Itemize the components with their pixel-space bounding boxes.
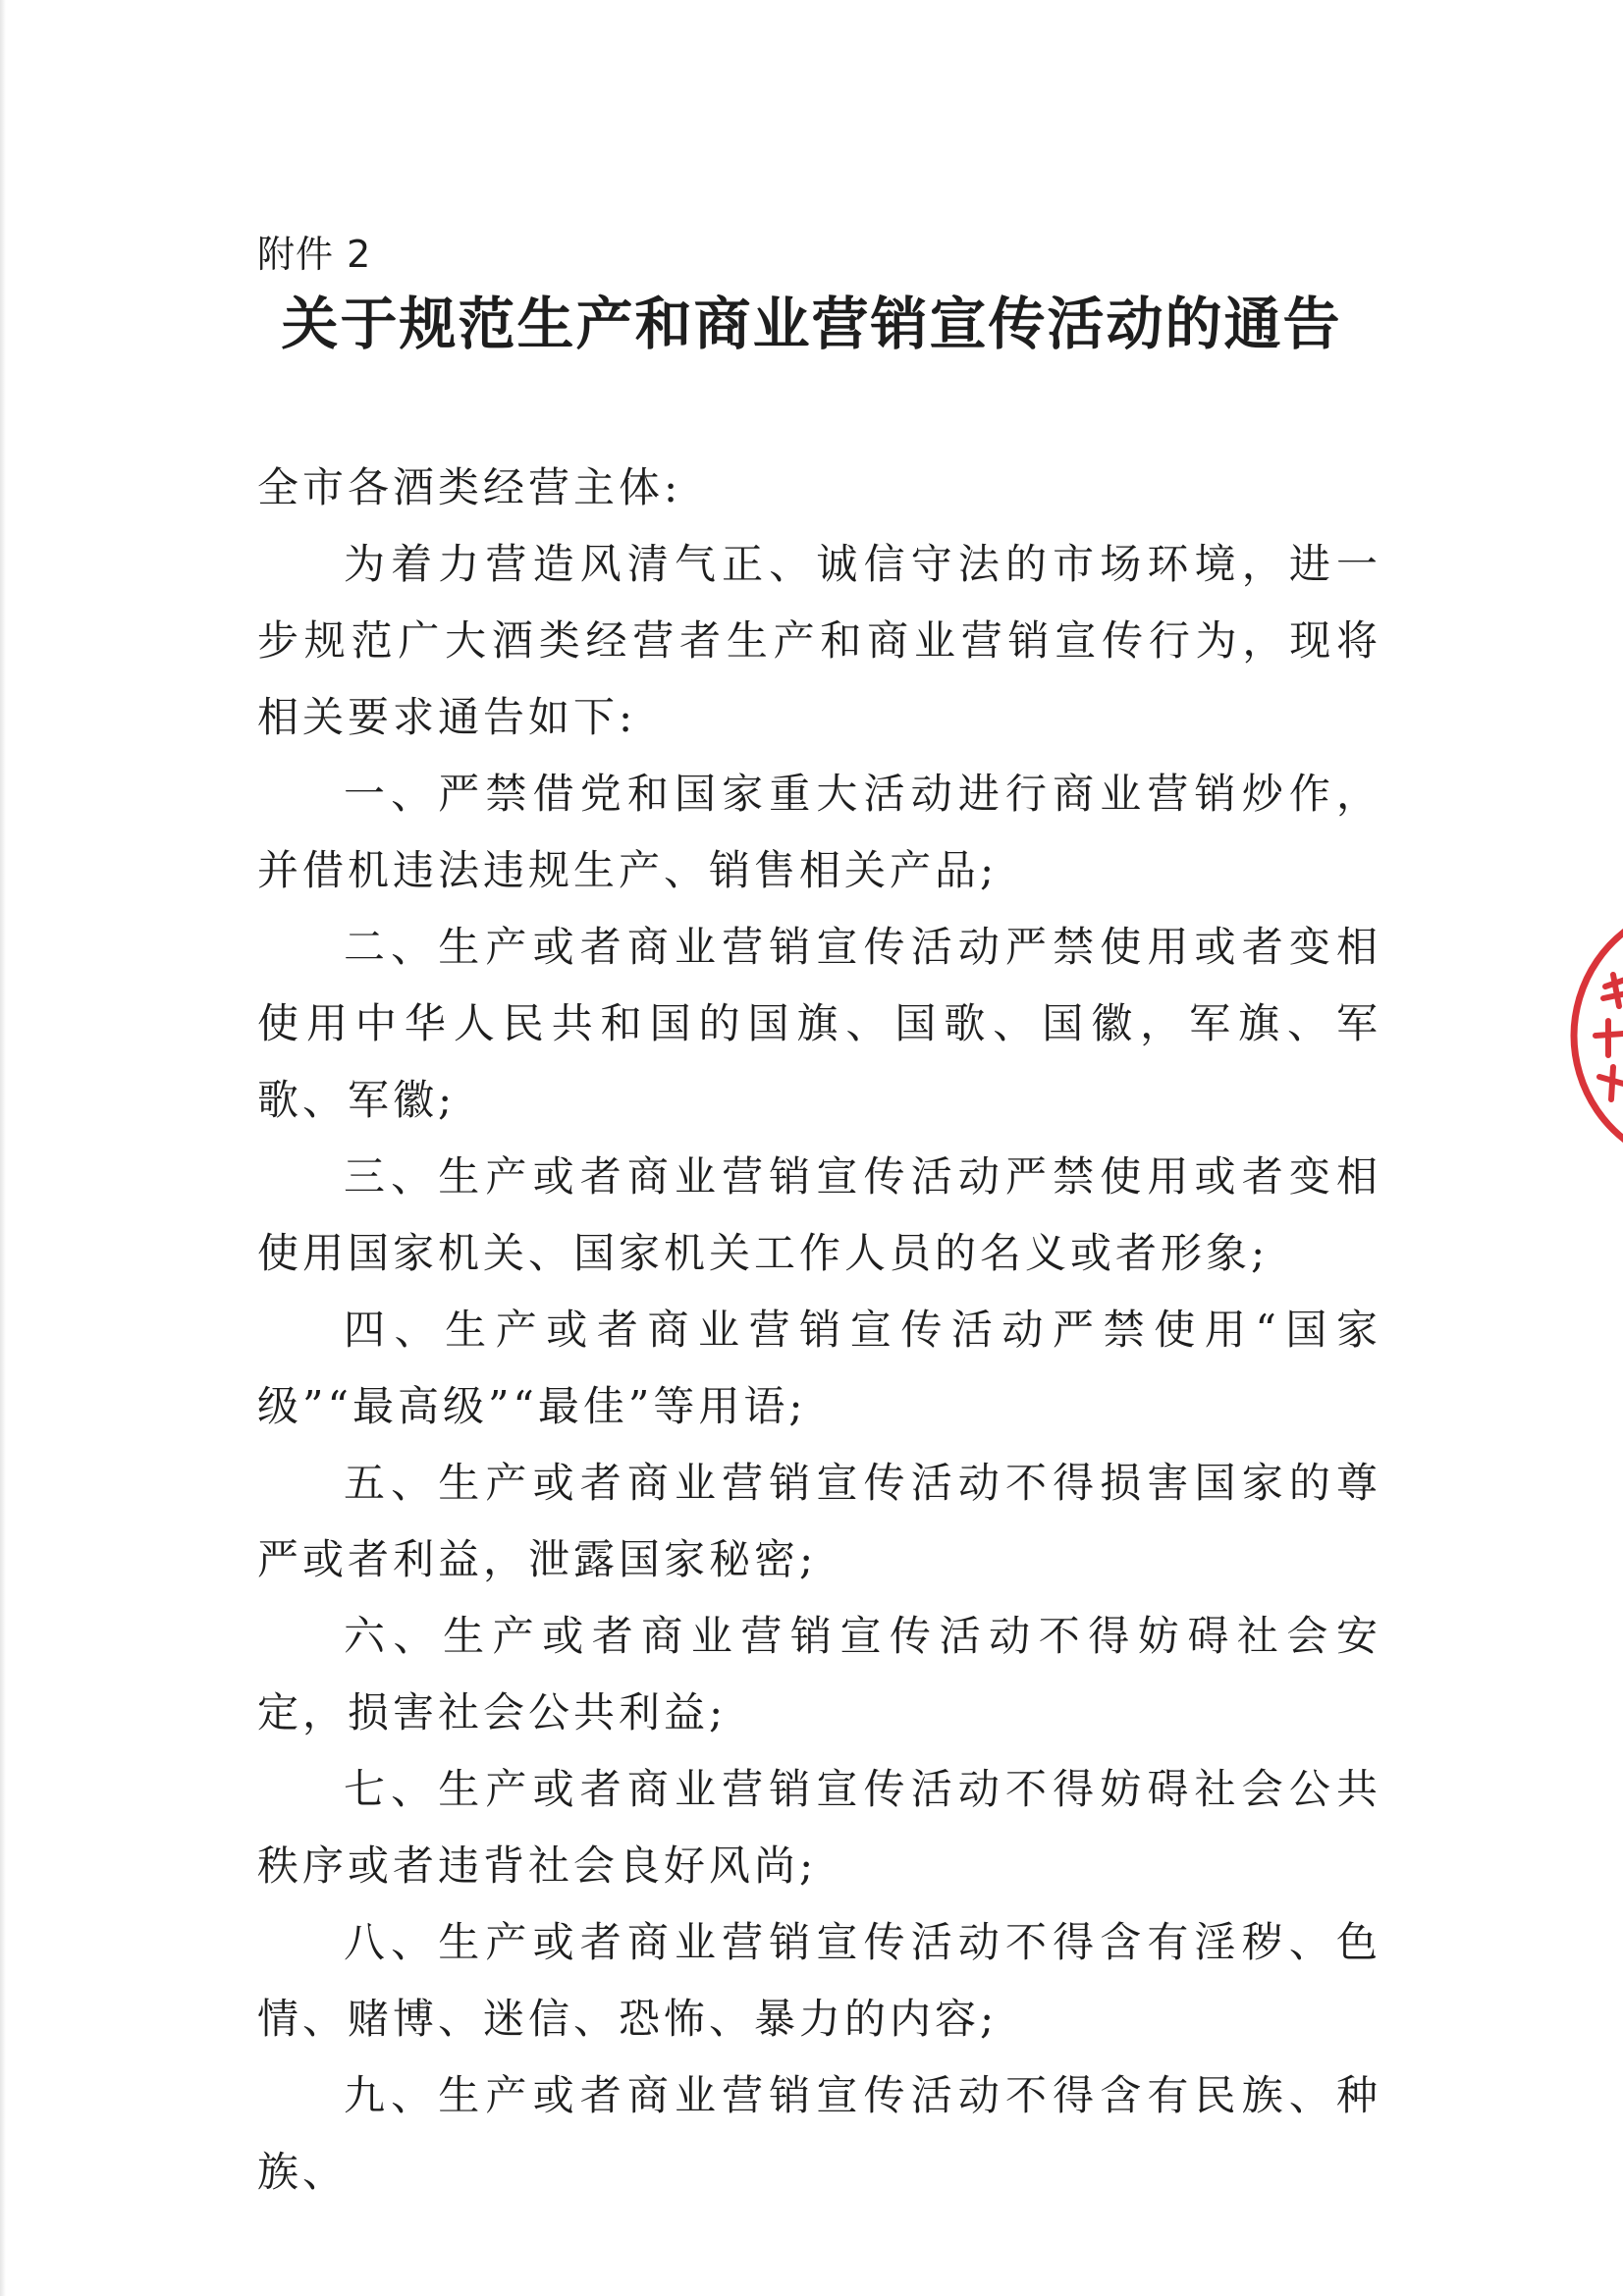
paragraph-item-3: 三、生产或者商业营销宣传活动严禁使用或者变相使用国家机关、国家机关工作人员的名义或者形象; <box>257 1152 1381 1277</box>
paragraph-item-7: 七、生产或者商业营销宣传活动不得妨碍社会公共秩序或者违背社会良好风尚; <box>257 1765 1381 1890</box>
paragraph-item-9: 九、生产或者商业营销宣传活动不得含有民族、种族、 <box>257 2071 1381 2196</box>
paragraph-item-6: 六、生产或者商业营销宣传活动不得妨碍社会安定，损害社会公共利益; <box>257 1612 1381 1736</box>
document-body <box>257 450 1381 2211</box>
document-title: 关于规范生产和商业营销宣传活动的通告 <box>281 291 1342 357</box>
official-seal-icon <box>1535 888 1623 1183</box>
paragraph-intro: 为着力营造风清气正、诚信守法的市场环境，进一步规范广大酒类经营者生产和商业营销宣传行为，现将相关要求通告如下: <box>257 540 1381 741</box>
attachment-label: 附件 2 <box>257 233 372 276</box>
paragraph-item-5: 五、生产或者商业营销宣传活动不得损害国家的尊严或者利益，泄露国家秘密; <box>257 1459 1381 1583</box>
paragraph-item-8: 八、生产或者商业营销宣传活动不得含有淫秽、色情、赌博、迷信、恐怖、暴力的内容; <box>257 1918 1381 2043</box>
salutation: 全市各酒类经营主体: <box>257 463 682 511</box>
paragraph-item-2: 二、生产或者商业营销宣传活动严禁使用或者变相使用中华人民共和国的国旗、国歌、国徽，军旗、军歌、军徽; <box>257 923 1381 1124</box>
paragraph-item-4: 四、生产或者商业营销宣传活动严禁使用“国家级”“最高级”“最佳”等用语; <box>257 1306 1381 1430</box>
paragraph-item-1: 一、严禁借党和国家重大活动进行商业营销炒作，并借机违法违规生产、销售相关产品; <box>257 770 1381 894</box>
